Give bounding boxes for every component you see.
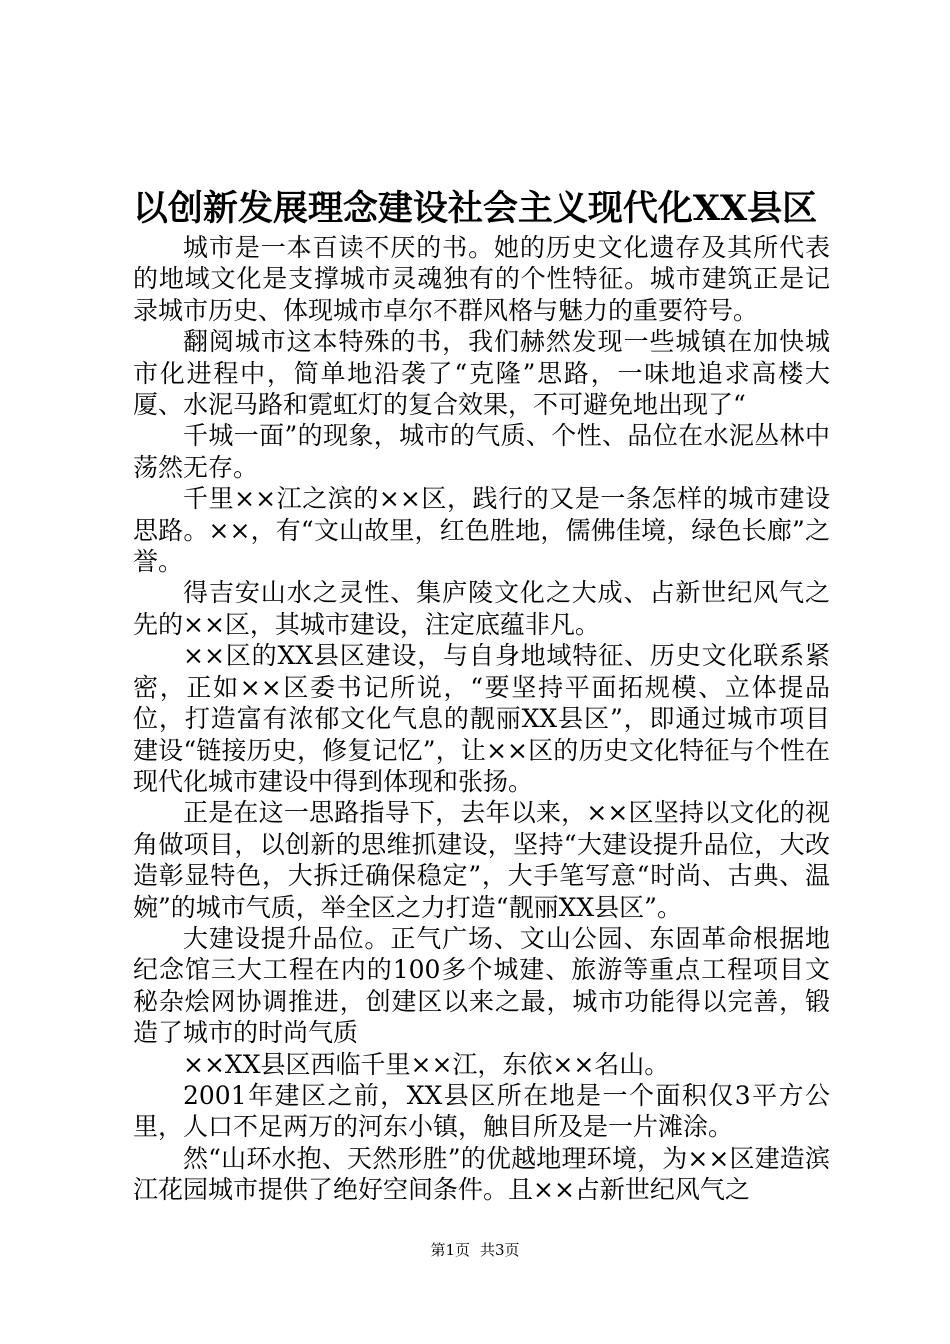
paragraph: 然“山环水抱、天然形胜”的优越地理环境，为××区建造滨江花园城市提供了绝好空间条件。且××占新世纪风气之 [133, 1143, 830, 1205]
document-title: 以创新发展理念建设社会主义现代化XX县区 [132, 188, 818, 229]
paragraph: 城市是一本百读不厌的书。她的历史文化遗存及其所代表的地域文化是支撑城市灵魂独有的个性特征。城市建筑正是记录城市历史、体现城市卓尔不群风格与魅力的重要符号。 [133, 233, 830, 325]
paragraph: 千里××江之滨的××区，践行的又是一条怎样的城市建设思路。××，有“文山故里，红色胜地，儒佛佳境，绿色长廊”之誉。 [133, 484, 830, 577]
page-footer [0, 1240, 950, 1260]
paragraph: 得吉安山水之灵性、集庐陵文化之大成、占新世纪风气之先的××区，其城市建设，注定底蕴非凡。 [133, 578, 830, 639]
paragraph: 千城一面”的现象，城市的气质、个性、品位在水泥丛林中荡然无存。 [133, 421, 830, 482]
page-total: 共3页 [480, 1241, 520, 1259]
page-number: 第1页 [430, 1241, 470, 1259]
paragraph: 正是在这一思路指导下，去年以来，××区坚持以文化的视角做项目，以创新的思维抓建设，坚持“大建设提升品位，大改造彰显特色，大拆迁确保稳定”，大手笔写意“时尚、古典、温婉”的城市气质，举全区之力打造“靓丽XX县区”。 [133, 798, 830, 922]
paragraph: 2001年建区之前，XX县区所在地是一个面积仅3平方公里，人口不足两万的河东小镇，触目所及是一片滩涂。 [133, 1080, 830, 1142]
paragraph: 翻阅城市这本特殊的书，我们赫然发现一些城镇在加快城市化进程中，简单地沿袭了“克隆”思路，一味地追求高楼大厦、水泥马路和霓虹灯的复合效果，不可避免地出现了“ [133, 327, 830, 420]
paragraph: ××XX县区西临千里××江，东依××名山。 [183, 1049, 670, 1079]
paragraph: ××区的XX县区建设，与自身地域特征、历史文化联系紧密，正如××区委书记所说，“要坚持平面拓规模、立体提品位，打造富有浓郁文化气息的靓丽XX县区”，即通过城市项目建设“链接历史，修复记忆”，让××区的历史文化特征与个性在现代化城市建设中得到体现和张扬。 [133, 641, 830, 796]
document-body [133, 232, 830, 1206]
paragraph: 大建设提升品位。正气广场、文山公园、东固革命根据地纪念馆三大工程在内的100多个城建、旅游等重点工程项目文秘杂烩网协调推进，创建区以来之最，城市功能得以完善，锻造了城市的时尚气质 [133, 923, 830, 1048]
